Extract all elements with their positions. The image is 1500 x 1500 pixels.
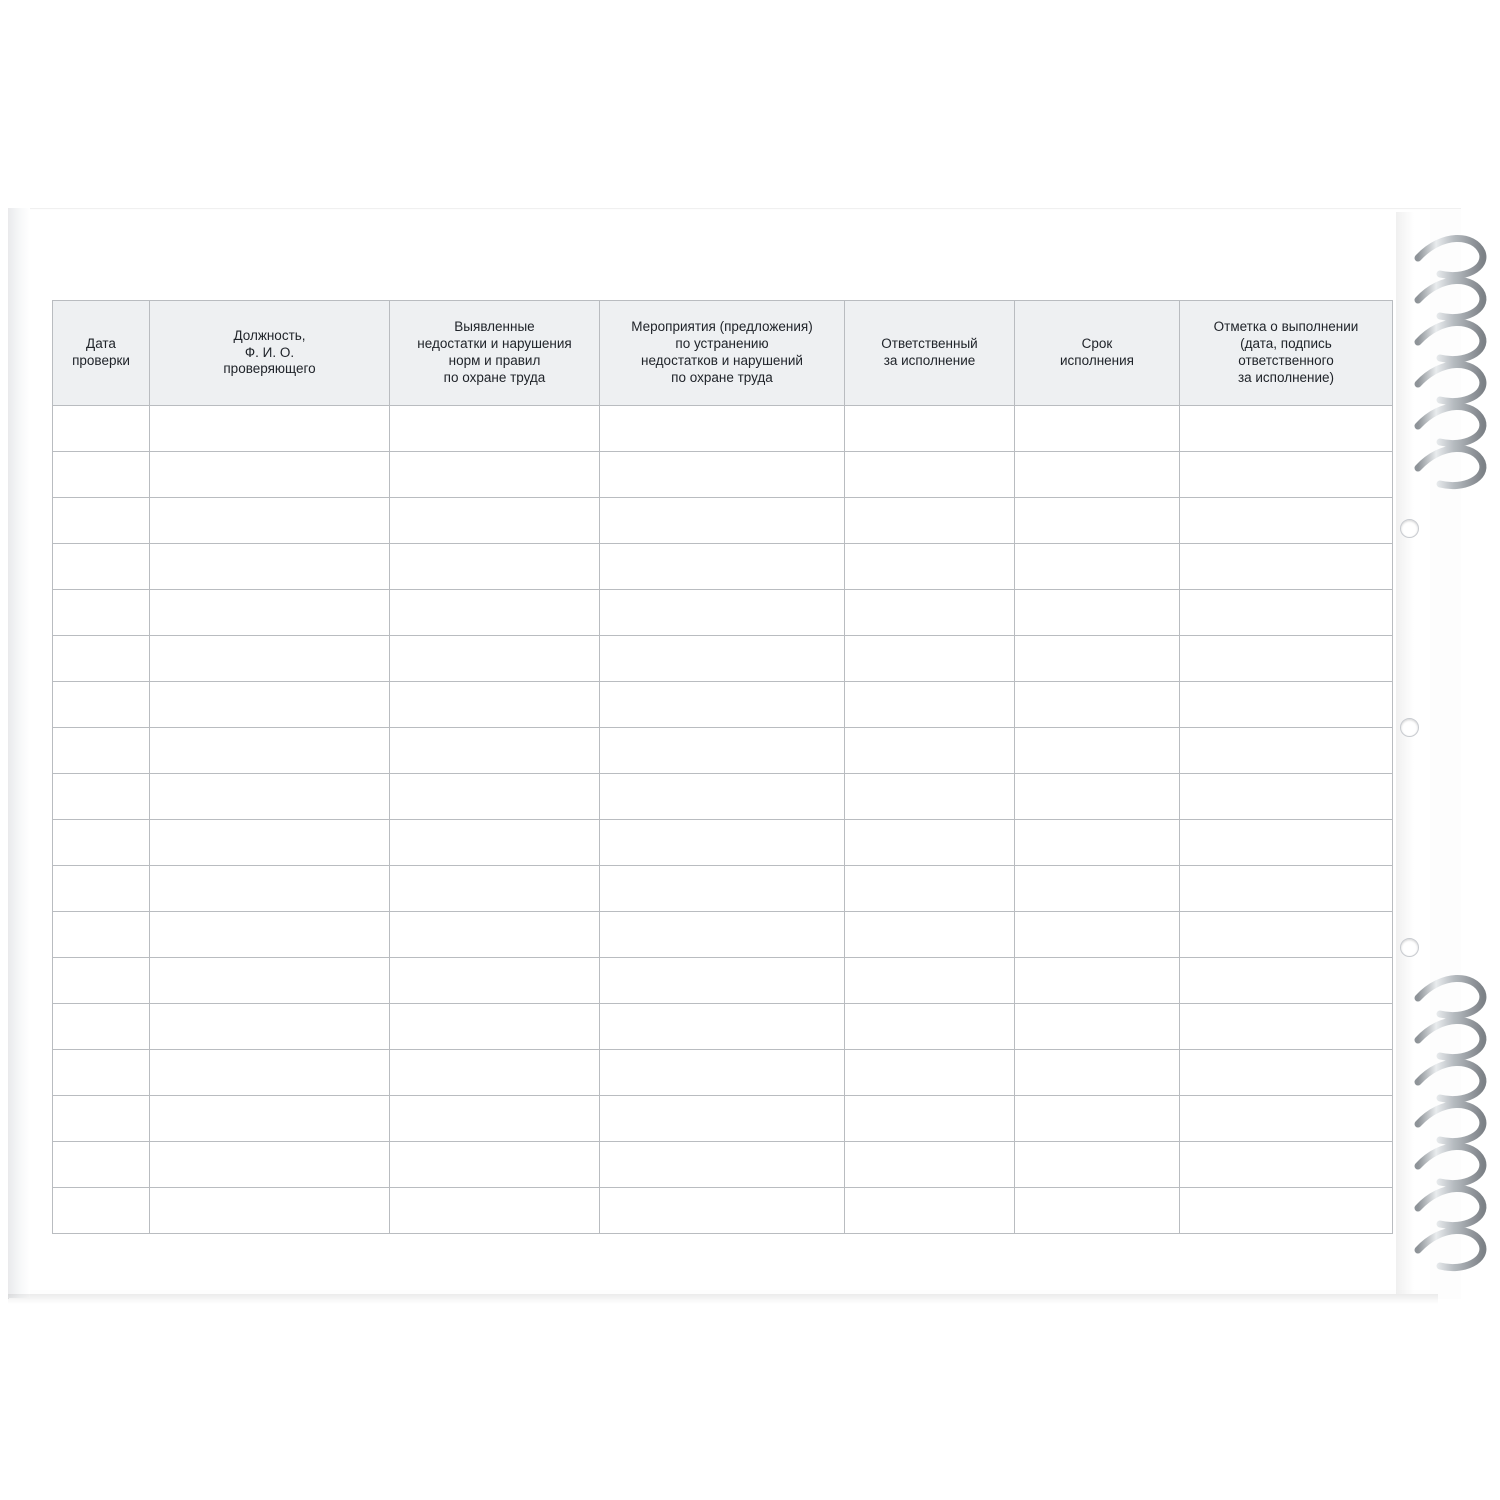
table-header-row — [53, 301, 1393, 406]
page-right-shadow — [1396, 212, 1414, 1294]
header-line: за исполнение) — [1237, 369, 1335, 385]
table-cell-completion[interactable] — [1180, 406, 1393, 452]
table-row — [53, 958, 1393, 1004]
table-cell-inspector[interactable] — [150, 1050, 390, 1096]
log-table — [52, 300, 1393, 1234]
table-cell-completion[interactable] — [1180, 682, 1393, 728]
table-cell-measures[interactable] — [600, 1050, 845, 1096]
table-cell-deadline[interactable] — [1015, 774, 1180, 820]
header-line: проверяющего — [223, 361, 316, 377]
table-cell-date[interactable] — [53, 544, 150, 590]
table-cell-violations[interactable] — [390, 636, 600, 682]
table-cell-completion[interactable] — [1180, 452, 1393, 498]
table-cell-inspector[interactable] — [150, 590, 390, 636]
table-cell-measures[interactable] — [600, 1188, 845, 1234]
table-cell-measures[interactable] — [600, 1096, 845, 1142]
table-cell-violations[interactable] — [390, 820, 600, 866]
table-cell-responsible[interactable] — [845, 820, 1015, 866]
table-row — [53, 774, 1393, 820]
table-cell-date[interactable] — [53, 406, 150, 452]
header-line: норм и правил — [448, 353, 541, 368]
table-cell-measures[interactable] — [600, 636, 845, 682]
table-cell-inspector[interactable] — [150, 452, 390, 498]
table-cell-date[interactable] — [53, 912, 150, 958]
table-cell-measures[interactable] — [600, 544, 845, 590]
table-cell-violations[interactable] — [390, 774, 600, 820]
table-cell-measures[interactable] — [600, 406, 845, 452]
table-cell-violations[interactable] — [390, 866, 600, 912]
header-line: Должность, — [233, 327, 306, 343]
table-cell-measures[interactable] — [600, 452, 845, 498]
table-cell-inspector[interactable] — [150, 406, 390, 452]
table-cell-violations[interactable] — [390, 1188, 600, 1234]
table-cell-violations[interactable] — [390, 544, 600, 590]
table-cell-deadline[interactable] — [1015, 1188, 1180, 1234]
table-cell-date[interactable] — [53, 1142, 150, 1188]
table-cell-date[interactable] — [53, 1096, 150, 1142]
column-header-date — [53, 301, 150, 406]
table-cell-completion[interactable] — [1180, 1142, 1393, 1188]
table-cell-deadline[interactable] — [1015, 1096, 1180, 1142]
table-cell-date[interactable] — [53, 820, 150, 866]
table-cell-deadline[interactable] — [1015, 636, 1180, 682]
table-cell-responsible[interactable] — [845, 866, 1015, 912]
header-line: Дата — [86, 336, 116, 352]
column-header-deadline — [1015, 301, 1180, 406]
table-cell-completion[interactable] — [1180, 866, 1393, 912]
table-cell-deadline[interactable] — [1015, 866, 1180, 912]
table-cell-responsible[interactable] — [845, 498, 1015, 544]
table-cell-inspector[interactable] — [150, 912, 390, 958]
table-cell-completion[interactable] — [1180, 912, 1393, 958]
table-cell-inspector[interactable] — [150, 820, 390, 866]
header-line: недостатков и нарушений — [641, 353, 803, 368]
table-row — [53, 590, 1393, 636]
table-cell-completion[interactable] — [1180, 544, 1393, 590]
table-cell-measures[interactable] — [600, 820, 845, 866]
table-cell-date[interactable] — [53, 1050, 150, 1096]
table-cell-violations[interactable] — [390, 958, 600, 1004]
table-cell-completion[interactable] — [1180, 1096, 1393, 1142]
header-line: исполнения — [1060, 353, 1134, 368]
table-cell-measures[interactable] — [600, 866, 845, 912]
header-line: недостатки и нарушения — [417, 336, 572, 352]
table-cell-violations[interactable] — [390, 1142, 600, 1188]
log-table-container — [52, 300, 1392, 1234]
table-cell-violations[interactable] — [390, 1004, 600, 1050]
table-row — [53, 452, 1393, 498]
table-cell-violations[interactable] — [390, 1050, 600, 1096]
table-cell-inspector[interactable] — [150, 1142, 390, 1188]
table-cell-deadline[interactable] — [1015, 820, 1180, 866]
table-cell-completion[interactable] — [1180, 820, 1393, 866]
table-cell-responsible[interactable] — [845, 912, 1015, 958]
table-cell-violations[interactable] — [390, 728, 600, 774]
table-cell-inspector[interactable] — [150, 636, 390, 682]
table-cell-deadline[interactable] — [1015, 406, 1180, 452]
column-header-violations — [390, 301, 600, 406]
table-cell-completion[interactable] — [1180, 590, 1393, 636]
table-cell-responsible[interactable] — [845, 406, 1015, 452]
header-line: Срок — [1081, 336, 1113, 352]
table-cell-responsible[interactable] — [845, 1050, 1015, 1096]
table-cell-responsible[interactable] — [845, 728, 1015, 774]
table-row — [53, 498, 1393, 544]
table-cell-inspector[interactable] — [150, 544, 390, 590]
table-cell-deadline[interactable] — [1015, 958, 1180, 1004]
table-cell-deadline[interactable] — [1015, 452, 1180, 498]
header-line: за исполнение — [883, 353, 976, 368]
table-cell-deadline[interactable] — [1015, 1142, 1180, 1188]
table-cell-deadline[interactable] — [1015, 544, 1180, 590]
table-cell-measures[interactable] — [600, 958, 845, 1004]
table-cell-completion[interactable] — [1180, 958, 1393, 1004]
table-cell-inspector[interactable] — [150, 1004, 390, 1050]
table-cell-responsible[interactable] — [845, 590, 1015, 636]
table-cell-date[interactable] — [53, 590, 150, 636]
table-cell-date[interactable] — [53, 452, 150, 498]
header-line: Ответственный — [881, 336, 978, 352]
table-cell-deadline[interactable] — [1015, 498, 1180, 544]
header-line: по охране труда — [443, 369, 546, 385]
table-cell-deadline[interactable] — [1015, 728, 1180, 774]
table-cell-date[interactable] — [53, 682, 150, 728]
table-cell-deadline[interactable] — [1015, 1050, 1180, 1096]
table-cell-measures[interactable] — [600, 590, 845, 636]
table-cell-measures[interactable] — [600, 728, 845, 774]
table-cell-inspector[interactable] — [150, 1096, 390, 1142]
table-cell-completion[interactable] — [1180, 636, 1393, 682]
table-cell-date[interactable] — [53, 958, 150, 1004]
table-row — [53, 866, 1393, 912]
table-cell-measures[interactable] — [600, 1142, 845, 1188]
table-cell-deadline[interactable] — [1015, 1004, 1180, 1050]
table-cell-responsible[interactable] — [845, 682, 1015, 728]
table-row — [53, 820, 1393, 866]
table-cell-inspector[interactable] — [150, 728, 390, 774]
table-cell-date[interactable] — [53, 1188, 150, 1234]
table-cell-completion[interactable] — [1180, 1050, 1393, 1096]
table-cell-measures[interactable] — [600, 912, 845, 958]
table-cell-violations[interactable] — [390, 682, 600, 728]
table-cell-violations[interactable] — [390, 498, 600, 544]
table-row — [53, 636, 1393, 682]
table-cell-date[interactable] — [53, 866, 150, 912]
column-header-inspector — [150, 301, 390, 406]
table-row — [53, 682, 1393, 728]
column-header-completion — [1180, 301, 1393, 406]
page-bottom-shadow — [8, 1294, 1438, 1304]
column-header-measures — [600, 301, 845, 406]
table-row — [53, 1188, 1393, 1234]
table-cell-inspector[interactable] — [150, 866, 390, 912]
table-cell-inspector[interactable] — [150, 682, 390, 728]
table-cell-violations[interactable] — [390, 452, 600, 498]
table-cell-inspector[interactable] — [150, 774, 390, 820]
table-cell-date[interactable] — [53, 1004, 150, 1050]
table-cell-deadline[interactable] — [1015, 590, 1180, 636]
header-line: Мероприятия (предложения) — [631, 319, 813, 335]
table-cell-violations[interactable] — [390, 406, 600, 452]
table-cell-responsible[interactable] — [845, 544, 1015, 590]
table-cell-responsible[interactable] — [845, 636, 1015, 682]
table-cell-completion[interactable] — [1180, 728, 1393, 774]
table-cell-responsible[interactable] — [845, 1004, 1015, 1050]
table-cell-measures[interactable] — [600, 498, 845, 544]
table-cell-completion[interactable] — [1180, 1004, 1393, 1050]
table-row — [53, 728, 1393, 774]
table-cell-date[interactable] — [53, 498, 150, 544]
page-left-edge — [8, 208, 30, 1298]
header-line: Выявленные — [454, 319, 535, 335]
column-header-responsible — [845, 301, 1015, 406]
table-row — [53, 1096, 1393, 1142]
table-cell-deadline[interactable] — [1015, 912, 1180, 958]
table-row — [53, 1050, 1393, 1096]
header-line: (дата, подпись — [1240, 336, 1332, 352]
table-cell-completion[interactable] — [1180, 498, 1393, 544]
punch-hole — [1400, 718, 1419, 737]
table-cell-responsible[interactable] — [845, 1142, 1015, 1188]
table-row — [53, 544, 1393, 590]
table-cell-inspector[interactable] — [150, 958, 390, 1004]
table-cell-violations[interactable] — [390, 590, 600, 636]
table-cell-responsible[interactable] — [845, 1188, 1015, 1234]
table-cell-inspector[interactable] — [150, 498, 390, 544]
header-line: Отметка о выполнении — [1213, 319, 1359, 335]
table-cell-measures[interactable] — [600, 682, 845, 728]
header-line: по устранению — [675, 336, 769, 352]
header-line: ответственного — [1238, 353, 1334, 368]
table-cell-violations[interactable] — [390, 912, 600, 958]
punch-hole — [1400, 519, 1419, 538]
table-cell-inspector[interactable] — [150, 1188, 390, 1234]
table-cell-responsible[interactable] — [845, 452, 1015, 498]
table-cell-responsible[interactable] — [845, 1096, 1015, 1142]
table-cell-measures[interactable] — [600, 774, 845, 820]
table-cell-completion[interactable] — [1180, 1188, 1393, 1234]
header-line: по охране труда — [671, 369, 773, 385]
table-body — [53, 406, 1393, 1234]
header-line: проверки — [72, 353, 130, 368]
header-line: Ф. И. О. — [244, 344, 295, 360]
table-row — [53, 406, 1393, 452]
punch-hole — [1400, 938, 1419, 957]
table-cell-deadline[interactable] — [1015, 682, 1180, 728]
table-cell-responsible[interactable] — [845, 958, 1015, 1004]
table-cell-responsible[interactable] — [845, 774, 1015, 820]
table-cell-measures[interactable] — [600, 1004, 845, 1050]
table-cell-completion[interactable] — [1180, 774, 1393, 820]
table-cell-date[interactable] — [53, 636, 150, 682]
table-row — [53, 912, 1393, 958]
table-cell-date[interactable] — [53, 774, 150, 820]
table-cell-violations[interactable] — [390, 1096, 600, 1142]
table-row — [53, 1004, 1393, 1050]
table-row — [53, 1142, 1393, 1188]
table-cell-date[interactable] — [53, 728, 150, 774]
